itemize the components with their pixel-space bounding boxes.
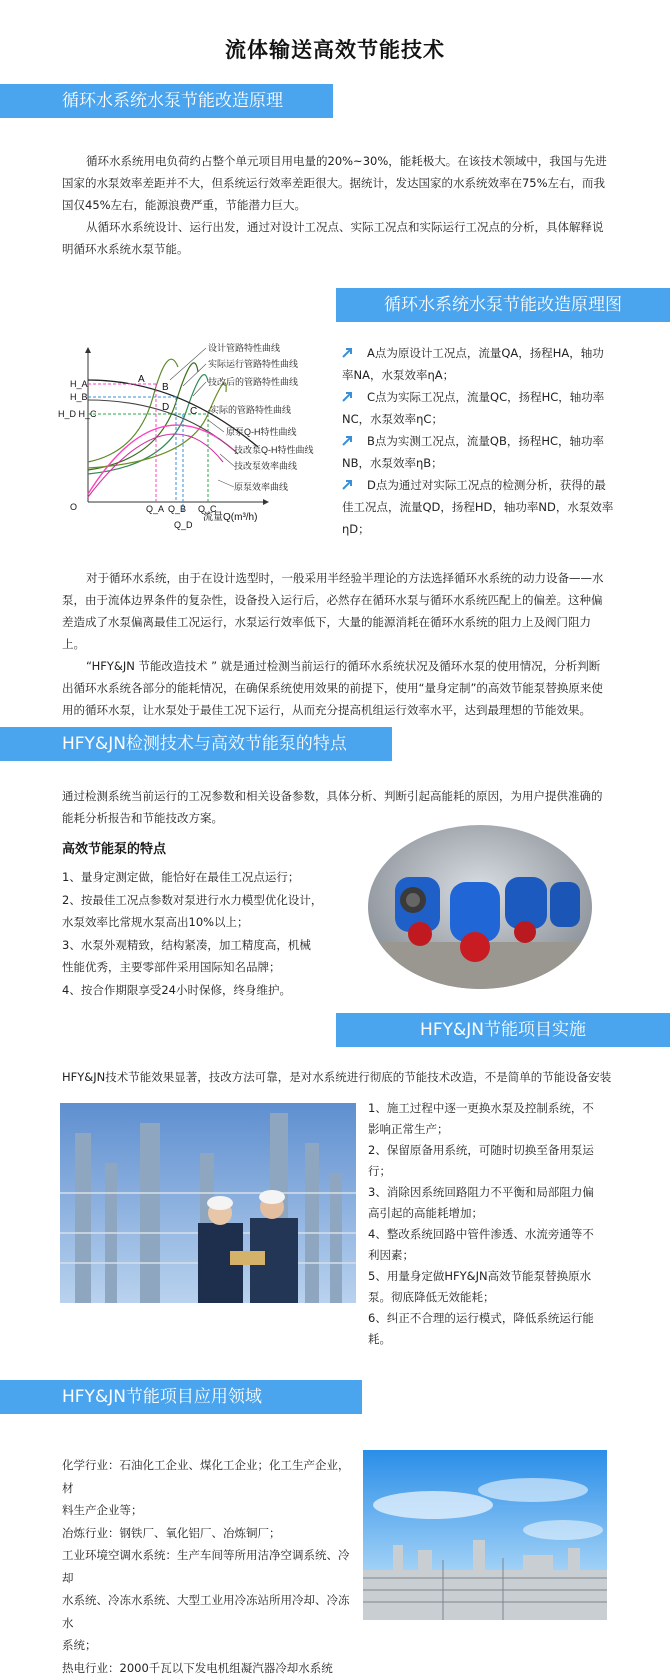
section-banner-features: HFY&JN检测技术与高效节能泵的特点: [0, 727, 392, 761]
industrial-plant-photo: [363, 1450, 607, 1620]
curve-label: 技改后的管路特性曲线: [208, 376, 298, 387]
list-item: 化学行业：石油化工企业、煤化工企业；化工生产企业，材: [62, 1454, 360, 1499]
list-item: 5、用量身定做HFY&JN高效节能泵替换原水: [368, 1266, 620, 1287]
point-label: C: [190, 406, 197, 417]
paragraph: “HFY&JN 节能改造技术 ” 就是通过检测当前运行的循环水系统状况及循环水泵的使用情况，分析判断出循环水系统各部分的能耗情况，在确保系统使用效果的前提下，使用“量身定制”的高效节能泵替换原来使用的循环水泵，让水泵处于最佳工况下运行，从而充分提高机组运行效率水平，达到最理想的节能效果。: [62, 655, 610, 721]
list-item: 热电行业：2000千瓦以下发电机组凝汽器冷却水系统: [62, 1657, 360, 1679]
list-item: 2、按最佳工况点参数对泵进行水力模型优化设计，: [62, 889, 362, 912]
list-item: 3、消除因系统回路阻力不平衡和局部阻力偏: [368, 1182, 620, 1203]
section4-intro: HFY&JN技术节能效果显著，技改方法可靠，是对水系统进行彻底的节能技术改造，不是简单的节能设备安装: [62, 1066, 622, 1088]
page-title: 流体输送高效节能技术: [0, 34, 670, 64]
flag-icon: [342, 391, 353, 402]
paragraph: 循环水系统用电负荷约占整个单元项目用电量的20%~30%，能耗极大。在该技术领域中，我国与先进国家的水泵效率差距并不大，但系统运行效率差距很大。据统计，发达国家的水系统效率在75%左右，而我国仅45%左右，能源浪费严重，节能潜力巨大。: [62, 150, 610, 216]
implementation-list: [368, 1098, 620, 1350]
paragraph: 从循环水系统设计、运行出发，通过对设计工况点、实际工况点和实际运行工况点的分析，具体解释说明循环水系统水泵节能。: [62, 216, 610, 260]
features-list: [62, 866, 362, 1001]
list-item: 水系统、冷冻水系统、大型工业用冷冻站所用冷却、冷冻水: [62, 1589, 360, 1634]
list-item: 行；: [368, 1161, 620, 1182]
point-label: D: [162, 402, 169, 413]
curve-label: 原泵效率曲线: [234, 481, 288, 492]
x-label: Q_C: [198, 504, 217, 514]
section-banner-implementation: HFY&JN节能项目实施: [336, 1013, 670, 1047]
list-item: C点为实际工况点，流量QC，扬程HC，轴功率NC，水泵效率ηC；: [342, 386, 614, 430]
list-item: 4、整改系统回路中管件渗透、水流旁通等不: [368, 1224, 620, 1245]
applications-list: [62, 1454, 360, 1679]
x-label: Q_B: [168, 504, 186, 514]
list-item: 6、纠正不合理的运行模式，降低系统运行能: [368, 1308, 620, 1329]
refinery-workers-photo: [60, 1103, 356, 1303]
list-item: 料生产企业等；: [62, 1499, 360, 1522]
features-heading: 高效节能泵的特点: [62, 838, 166, 857]
pump-photo: [365, 822, 595, 992]
list-item: D点为通过对实际工况点的检测分析，获得的最佳工况点，流量QD，扬程HD，轴功率ND，水泵效率ηD；: [342, 474, 614, 540]
curve-label: 设计管路特性曲线: [208, 342, 280, 353]
flag-icon: [342, 435, 353, 446]
curve-label: 技改泵效率曲线: [234, 460, 297, 471]
section3-intro: 通过检测系统当前运行的工况参数和相关设备参数，具体分析、判断引起高能耗的原因，为用户提供准确的能耗分析报告和节能技改方案。: [62, 785, 610, 829]
x-label: Q_D: [174, 520, 193, 530]
paragraph: 对于循环水系统，由于在设计选型时，一般采用半经验半理论的方法选择循环水系统的动力设备——水泵，由于流体边界条件的复杂性，设备投入运行后，必然存在循环水泵与循环水系统匹配上的偏差。这种偏差造成了水泵偏离最佳工况运行，水泵运行效率低下，大量的能源消耗在循环水系统的阻力上及阀门阻力上。: [62, 567, 610, 655]
list-item: 4、按合作期限享受24小时保修，终身维护。: [62, 979, 362, 1002]
list-item: 泵。彻底降低无效能耗；: [368, 1287, 620, 1308]
section-banner-applications: HFY&JN节能项目应用领域: [0, 1380, 362, 1414]
flag-icon: [342, 347, 353, 358]
section-banner-principle: 循环水系统水泵节能改造原理: [0, 84, 333, 118]
list-item: 3、水泵外观精致，结构紧凑，加工精度高，机械: [62, 934, 362, 957]
list-item: 2、保留原备用系统，可随时切换至备用泵运: [368, 1140, 620, 1161]
point-label: A: [138, 374, 145, 385]
list-item: 1、施工过程中逐一更换水泵及控制系统，不: [368, 1098, 620, 1119]
x-label: Q_A: [146, 504, 164, 514]
flag-icon: [342, 479, 353, 490]
list-item: B点为实测工况点，流量QB，扬程HC，轴功率NB，水泵效率ηB；: [342, 430, 614, 474]
list-item: A点为原设计工况点，流量QA，扬程HA，轴功率NA，水泵效率ηA；: [342, 342, 614, 386]
y-label: H_D H_C: [58, 409, 97, 419]
section1-text: [62, 150, 610, 260]
y-label: H_B: [70, 392, 88, 402]
section-banner-diagram: 循环水系统水泵节能改造原理图: [336, 288, 670, 322]
x-axis-label: 流量Q(m³/h): [203, 510, 257, 523]
list-item: 水泵效率比常规水泵高出10%以上；: [62, 911, 362, 934]
curve-label: 实际的管路特性曲线: [210, 404, 291, 415]
curve-label: 实际运行管路特性曲线: [208, 358, 298, 369]
y-label: H_A: [70, 379, 88, 389]
list-item: 利因素；: [368, 1245, 620, 1266]
point-label: B: [162, 382, 169, 393]
curve-label: 原泵Q-H特性曲线: [226, 426, 297, 437]
list-item: 高引起的高能耗增加；: [368, 1203, 620, 1224]
list-item: 1、量身定测定做，能恰好在最佳工况点运行；: [62, 866, 362, 889]
list-item: 工业环境空调水系统：生产车间等所用洁净空调系统、冷却: [62, 1544, 360, 1589]
list-item: 性能优秀，主要零部件采用国际知名品牌；: [62, 956, 362, 979]
list-item: 耗。: [368, 1329, 620, 1350]
curve-label: 技改泵Q-H特性曲线: [234, 444, 314, 455]
list-item: 影响正常生产；: [368, 1119, 620, 1140]
list-item: 冶炼行业：钢铁厂、氧化铝厂、冶炼铜厂；: [62, 1522, 360, 1545]
origin-label: O: [70, 502, 77, 512]
list-item: 系统；: [62, 1634, 360, 1657]
pump-characteristic-diagram: [58, 342, 333, 557]
diagram-explanation-list: [342, 342, 614, 540]
section2-text: [62, 567, 610, 721]
